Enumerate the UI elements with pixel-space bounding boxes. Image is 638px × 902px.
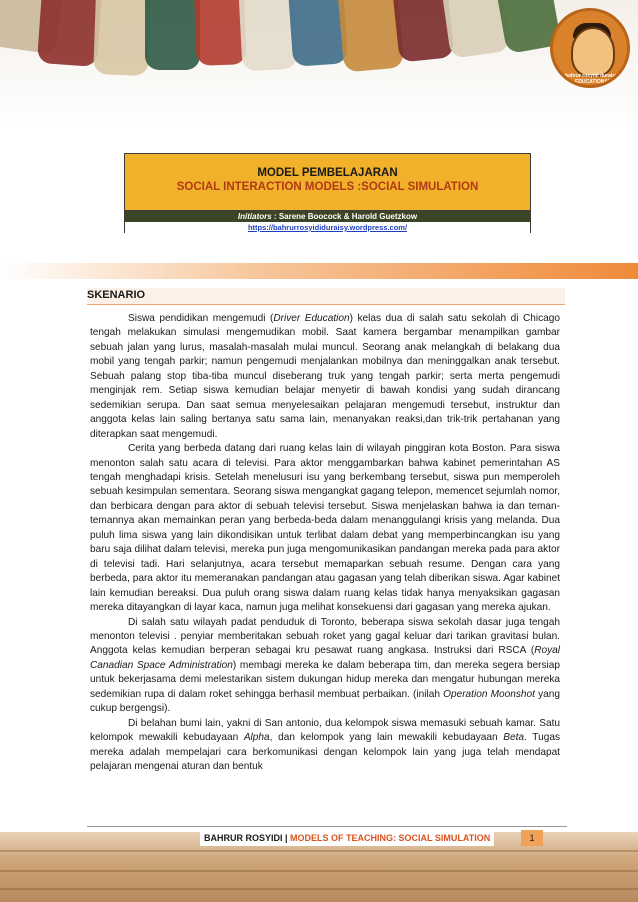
paragraph: Siswa pendidikan mengemudi (Driver Education) kelas dua di salah satu sekolah di Chicago tengah melakukan simulasi mengemudikan mobil. Saat kamera bergambar menampilkan gambar sebuah jalan yang lurus, masalah-masalah mulai muncul. Seorang anak melangkah di belakang dua mobil yang tengah parkir; namun pengemudi menjalankan mobilnya dan meninggalkan anak tersebut. Sebuah palang stop tiba-tiba muncul diseberang truk yang tengah parkir; serta merta pengemudi menginjak rem. Setiap siswa kemudian belajar menyetir di bawah kondisi yang sudah dirancang sedemikian serupa. Dan saat semua menyelesaikan pelajaran mengemudi tersebut, instruktur dan anggota kelas lain saling bertanya satu sama lain, menanyakan reaksi,dan trik-trik pertahanan yang diterapkan saat mengemudi. <box>90 313 560 440</box>
title-box <box>124 153 531 233</box>
wood-plank <box>0 870 638 872</box>
document-subtitle: SOCIAL INTERACTION MODELS :SOCIAL SIMULATION <box>176 181 479 193</box>
book-spine <box>93 0 152 76</box>
footer-separator: | <box>282 833 291 843</box>
paragraph: Di salah satu wilayah padat penduduk di Toronto, beberapa siswa sekolah dasar juga tengah menonton televisi . penyiar memberitakan sebuah roket yang gagal keluar dari tarikan gravitasi bulan. Anggota kelas kemudian berperan sebagai kru pesawat ruang angkasa. Instruksi dari RSCA (Royal Canadian Space Administration) membagi mereka ke dalam beberapa tim, dan mereka segera bersiap untuk bekerjasama demi melestarikan sistem dukungan hidup mereka dan mengatur hubungan mereka sedemikian rupa di dalam roket sehingga berhasil membuat perbaikan. (inilah Operation Moonshot yang cukup bergengsi). <box>90 616 560 715</box>
paragraph: Di belahan bumi lain, yakni di San antonio, dua kelompok siswa memasuki sebuah kamar. Satu kelompok mewakili kebudayaan Alpha, dan kelompok yang lain mewakili kebudayaan Beta. Tugas mereka adalah mempelajari cara berkomunikasi dengan kelompok lain yang juga telah mendapat pelajaran mengenai aturan dan bentuk <box>90 717 560 773</box>
page-number: 1 <box>521 830 543 846</box>
author-logo <box>550 8 630 88</box>
book-spine <box>145 0 200 70</box>
blog-url-link[interactable]: https://bahrurrosyididuraisy.wordpress.com/ <box>125 222 530 233</box>
initiators-row <box>125 211 530 222</box>
footer-author: BAHRUR ROSYIDI <box>204 833 283 843</box>
document-title: MODEL PEMBELAJARAN <box>257 167 398 179</box>
body-text <box>90 312 560 775</box>
footer-divider <box>87 826 567 827</box>
paragraph: Cerita yang berbeda datang dari ruang kelas lain di wilayah pinggiran kota Boston. Para siswa menonton salah satu acara di televisi. Para aktor menggambarkan bahwa kabinet pemerintahan AS tengah menghadapi krisis. Setelah menelusuri isu yang berkembang tersebut, siswa pun memperoleh sebuah kesimpulan sementara. Seorang siswa mengangkat gagang telepon, memencet sejumlah nomor, dan berbicara dengan para aktor di sebuah televisi tersebut. Siswa menjelaskan bahwa ia dan teman-temannya akan memainkan peran yang berbeda-beda dalam menanggulangi krisis yang melanda. Dua puluh lima siswa yang lain dikondisikan untuk terlibat dalam debat yang memperbincangkan isu yang baru saja dilihat dalam televisi, mereka pun juga mengomunikasikan pandangan mereka pada para aktor di televisi tadi. Hari selanjutnya, acara tersebut memaparkan sebuah resume. Dengan cara yang berbeda, para aktor itu memeranakan pandangan atau gagasan yang telah diberikan siswa. Agar kabinet lain kemudian bereaksi. Dua puluh orang siswa dalam ruang kelas tidak hanya menyaksikan gagasan mereka ditayangkan di layar kaca, namun juga melihat konsekuensi dari gagasan yang mereka ajukan. <box>90 443 560 614</box>
accent-bar <box>0 263 638 279</box>
initiators-value: : Sarene Boocock & Harold Guetzkow <box>271 212 418 221</box>
logo-face <box>571 27 615 77</box>
footer-caption <box>200 830 494 846</box>
footer-title: MODELS OF TEACHING: SOCIAL SIMULATION <box>290 833 491 843</box>
title-banner <box>125 154 530 211</box>
header-banner-image <box>0 0 638 128</box>
wood-plank <box>0 850 638 852</box>
wood-plank <box>0 888 638 890</box>
initiators-label: Initiators <box>237 212 272 221</box>
section-heading: SKENARIO <box>87 288 565 305</box>
logo-text: bahrur rosyidi duraisy · EDUCATIONAL TECHNOLOGY <box>565 73 621 88</box>
